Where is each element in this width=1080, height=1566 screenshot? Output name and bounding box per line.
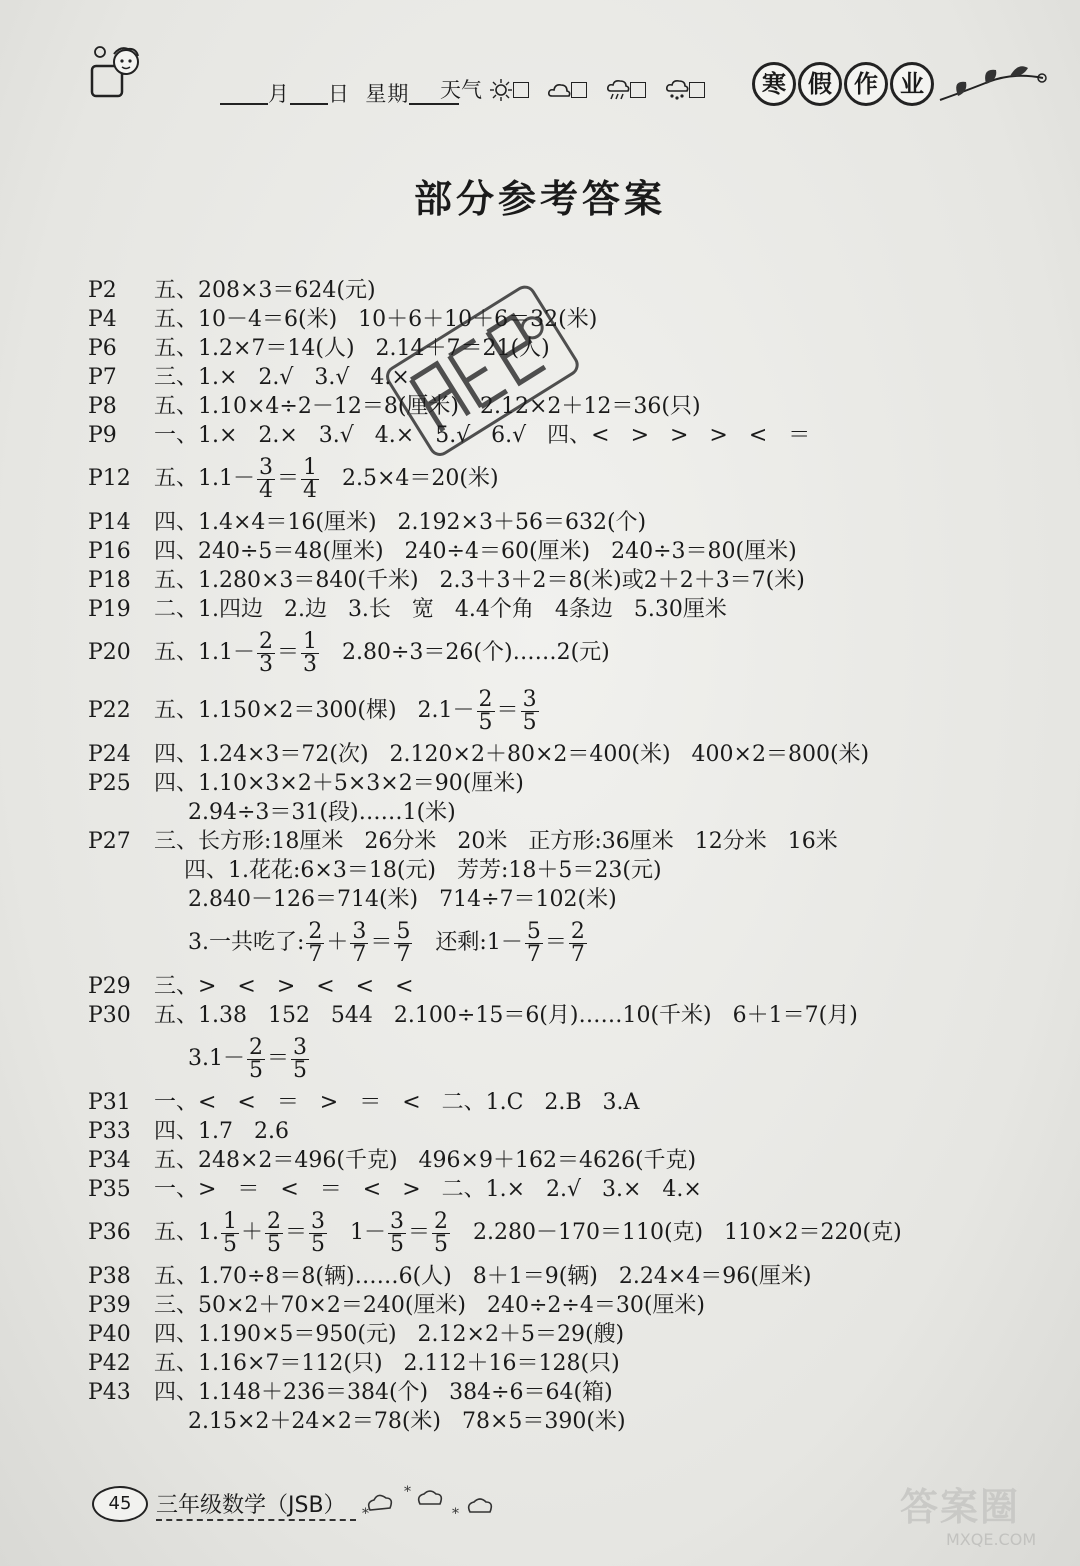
badge-char: 业 [890, 62, 934, 106]
page-footer [92, 1484, 692, 1524]
answer-row [88, 363, 1048, 392]
page-ref: P19 [88, 597, 131, 622]
answer-list [88, 276, 1048, 1436]
page-ref: P4 [88, 307, 117, 332]
page-ref: P18 [88, 568, 131, 593]
answer-text: 五、1.38 152 544 2.100÷15＝6(月)……10(千米) 6＋1＝7(月) [154, 1003, 858, 1028]
snow-icon [665, 79, 689, 101]
fraction [477, 686, 495, 735]
numerator: 1 [303, 628, 318, 654]
answer-text [154, 682, 541, 740]
answer-text: 一、< < ＝ > ＝ < 二、1.C 2.B 3.A [154, 1090, 640, 1115]
answer-text: 一、1.× 2.× 3.√ 4.× 5.√ 6.√ 四、< > > > < ＝ [154, 423, 811, 448]
answer-row [88, 1030, 1048, 1088]
answer-text: 2.94÷3＝31(段)……1(米) [188, 800, 456, 825]
answer-text-part: ＋ [241, 1220, 264, 1245]
grade-label: 三年级数学（JSB） [156, 1488, 356, 1521]
answer-text: 五、1.10×4÷2－12＝8(厘米) 2.12×2＋12＝36(只) [154, 394, 701, 419]
answer-text: 四、240÷5＝48(厘米) 240÷4＝60(厘米) 240÷3＝80(厘米) [154, 539, 797, 564]
answer-row [88, 798, 1048, 827]
answer-text: 四、1.148＋236＝384(个) 384÷6＝64(箱) [154, 1380, 613, 1405]
page-ref: P6 [88, 336, 117, 361]
page-ref: P25 [88, 771, 131, 796]
answer-text: 三、50×2＋70×2＝240(厘米) 240÷2÷4＝30(厘米) [154, 1293, 705, 1318]
fraction [257, 454, 275, 503]
answer-text: 五、1.280×3＝840(千米) 2.3＋3＋2＝8(米)或2＋2＋3＝7(米) [154, 568, 805, 593]
answer-row [88, 856, 1048, 885]
fraction [309, 1208, 327, 1257]
rain-icon [606, 79, 630, 101]
fraction [569, 918, 587, 967]
holiday-homework-badges [752, 62, 936, 106]
page-ref: P40 [88, 1322, 131, 1347]
numerator: 5 [396, 918, 411, 944]
fraction [432, 1208, 450, 1257]
page-number: 45 [92, 1486, 148, 1522]
page-ref: P33 [88, 1119, 131, 1144]
numerator: 2 [570, 918, 585, 944]
numerator: 3 [522, 686, 537, 712]
page-ref: P38 [88, 1264, 131, 1289]
fraction [301, 628, 319, 677]
answer-text-part: 2.5×4＝20(米) [321, 466, 499, 491]
page-ref: P9 [88, 423, 117, 448]
fraction [221, 1208, 239, 1257]
answer-row [88, 421, 1048, 450]
numerator: 3 [390, 1208, 405, 1234]
denominator: 7 [352, 941, 367, 967]
answer-text-part: 五、1.1－ [154, 640, 255, 665]
numerator: 3 [259, 454, 273, 480]
page-title: 部分参考答案 [413, 177, 666, 221]
numerator: 1 [303, 454, 318, 480]
answer-row [88, 1407, 1048, 1436]
svg-text:*: * [362, 1506, 369, 1520]
answer-text-part: 五、1.150×2＝300(棵) 2.1－ [154, 698, 475, 723]
fraction [394, 918, 412, 967]
badge-char: 作 [844, 62, 888, 106]
answer-row [88, 450, 1048, 508]
answer-text: 二、1.四边 2.边 3.长 宽 4.4个角 4条边 5.30厘米 [154, 597, 727, 622]
answer-text: 五、1.2×7＝14(人) 2.14＋7＝21(人) [154, 336, 550, 361]
answer-row [88, 537, 1048, 566]
numerator: 5 [526, 918, 541, 944]
answer-text: 五、1.70÷8＝8(辆)……6(人) 8＋1＝9(辆) 2.24×4＝96(厘米) [154, 1264, 812, 1289]
badge-char: 寒 [752, 62, 796, 106]
svg-text:*: * [452, 1506, 459, 1520]
mascot-icon [86, 44, 146, 104]
page-ref: P2 [88, 278, 117, 303]
numerator: 3 [352, 918, 367, 944]
denominator: 4 [303, 477, 318, 503]
answer-text-part: ＋ [326, 930, 349, 955]
weather-label: 天气 [440, 78, 482, 102]
svg-text:*: * [404, 1484, 411, 1500]
weather-checkbox[interactable] [689, 82, 705, 98]
date-line: 月 日 星期 [220, 78, 459, 108]
page-ref: P14 [88, 510, 131, 535]
answer-row [88, 1088, 1048, 1117]
denominator: 7 [526, 941, 541, 967]
weather-row [440, 74, 717, 104]
answer-text-part: 2.280－170＝110(克) 110×2＝220(克) [452, 1220, 902, 1245]
page-ref: P16 [88, 539, 131, 564]
fraction [525, 918, 543, 967]
denominator: 5 [249, 1057, 263, 1083]
fraction [306, 918, 324, 967]
page-ref: P43 [88, 1380, 131, 1405]
denominator: 4 [259, 477, 273, 503]
page-ref: P27 [88, 829, 131, 854]
badge-char: 假 [798, 62, 842, 106]
denominator: 5 [293, 1057, 308, 1083]
denominator: 5 [223, 1231, 237, 1257]
page-ref: P30 [88, 1003, 131, 1028]
answer-row [88, 305, 1048, 334]
answer-text [154, 624, 610, 682]
fraction [388, 1208, 406, 1257]
denominator: 7 [570, 941, 585, 967]
page-ref: P8 [88, 394, 117, 419]
page-ref: P7 [88, 365, 117, 390]
answer-text-part: ＝ [277, 640, 300, 665]
denominator: 5 [311, 1231, 326, 1257]
answer-text-part: ＝ [370, 930, 393, 955]
answer-row [88, 392, 1048, 421]
page-ref: P42 [88, 1351, 131, 1376]
page-ref: P24 [88, 742, 131, 767]
answer-text-part: 2.80÷3＝26(个)……2(元) [321, 640, 610, 665]
denominator: 7 [396, 941, 411, 967]
numerator: 2 [249, 1034, 263, 1060]
page-ref: P39 [88, 1293, 131, 1318]
weather-checkbox[interactable] [630, 82, 646, 98]
denominator: 3 [259, 651, 273, 677]
page-ref: P20 [88, 640, 131, 665]
page-ref: P12 [88, 466, 131, 491]
answer-row [88, 682, 1048, 740]
denominator: 7 [308, 941, 323, 967]
page-ref: P36 [88, 1220, 131, 1245]
fraction [257, 628, 275, 677]
answer-row [88, 1378, 1048, 1407]
answer-text-part: ＝ [267, 1046, 290, 1071]
numerator: 2 [308, 918, 323, 944]
answer-text [154, 1204, 902, 1262]
numerator: 2 [434, 1208, 449, 1234]
page-ref: P34 [88, 1148, 131, 1173]
vine-decoration-icon [938, 60, 1048, 110]
answer-text: 五、10－4＝6(米) 10＋6＋10＋6＝32(米) [154, 307, 598, 332]
answer-row [88, 1204, 1048, 1262]
answer-row [88, 1146, 1048, 1175]
answer-text: 五、208×3＝624(元) [154, 278, 376, 303]
denominator: 5 [434, 1231, 449, 1257]
answer-text: 三、1.× 2.√ 3.√ 4.× [154, 365, 410, 390]
weather-checkbox[interactable] [571, 82, 587, 98]
page-ref: P22 [88, 698, 131, 723]
cloud-icon [547, 79, 571, 101]
answer-text: 2.15×2＋24×2＝78(米) 78×5＝390(米) [188, 1409, 626, 1434]
answer-row [88, 769, 1048, 798]
answer-text-part: ＝ [408, 1220, 431, 1245]
answer-text: 五、1.16×7＝112(只) 2.112＋16＝128(只) [154, 1351, 620, 1376]
numerator: 3 [293, 1034, 308, 1060]
answer-text-part: ＝ [496, 698, 519, 723]
site-watermark: 答案圈 [900, 1485, 1021, 1529]
denominator: 5 [390, 1231, 405, 1257]
answer-row [88, 276, 1048, 305]
answer-text: 四、1.10×3×2＋5×3×2＝90(厘米) [154, 771, 524, 796]
answer-text-part: 3.1－ [188, 1046, 245, 1071]
answer-text: 四、1.7 2.6 [154, 1119, 289, 1144]
fraction [301, 454, 319, 503]
site-watermark-url: MXQE.COM [946, 1530, 1037, 1549]
answer-row [88, 827, 1048, 856]
answer-text: 四、1.花花:6×3＝18(元) 芳芳:18＋5＝23(元) [184, 858, 662, 883]
answer-text [188, 1030, 311, 1088]
answer-row [88, 885, 1048, 914]
answer-text-part: 3.一共吃了: [188, 930, 305, 955]
answer-text: 四、1.24×3＝72(次) 2.120×2＋80×2＝400(米) 400×2＝800(米) [154, 742, 870, 767]
answer-row [88, 740, 1048, 769]
answer-text: 三、长方形:18厘米 26分米 20米 正方形:36厘米 12分米 16米 [154, 829, 838, 854]
answer-row [88, 1320, 1048, 1349]
answer-text: 四、1.190×5＝950(元) 2.12×2＋5＝29(艘) [154, 1322, 625, 1347]
answer-text: 2.840－126＝714(米) 714÷7＝102(米) [188, 887, 617, 912]
answer-row [88, 595, 1048, 624]
answer-text-part: ＝ [285, 1220, 308, 1245]
fraction [521, 686, 539, 735]
numerator: 1 [223, 1208, 237, 1234]
answer-row [88, 334, 1048, 363]
answer-row [88, 508, 1048, 537]
answer-row [88, 1262, 1048, 1291]
answer-text [188, 914, 589, 972]
answer-text: 一、> ＝ < ＝ < > 二、1.× 2.√ 3.× 4.× [154, 1177, 702, 1202]
answer-text: 四、1.4×4＝16(厘米) 2.192×3＋56＝632(个) [154, 510, 647, 535]
answer-text-part: ＝ [544, 930, 567, 955]
page-ref: P31 [88, 1090, 131, 1115]
page-header [80, 40, 1040, 110]
answer-row [88, 624, 1048, 682]
weather-checkbox[interactable] [513, 82, 529, 98]
answer-text-part: 五、1. [154, 1220, 219, 1245]
fraction [291, 1034, 309, 1083]
page-ref: P29 [88, 974, 131, 999]
answer-row [88, 566, 1048, 595]
answer-text-part: 五、1.1－ [154, 466, 255, 491]
denominator: 5 [478, 709, 493, 735]
denominator: 5 [522, 709, 537, 735]
answer-text-part: ＝ [277, 466, 300, 491]
answer-text: 五、248×2＝496(千克) 496×9＋162＝4626(千克) [154, 1148, 697, 1173]
denominator: 3 [303, 651, 318, 677]
answer-row [88, 914, 1048, 972]
fraction [247, 1034, 265, 1083]
answer-row [88, 1175, 1048, 1204]
fraction [265, 1208, 283, 1257]
denominator: 5 [267, 1231, 282, 1257]
answer-text [154, 450, 499, 508]
answer-text: 三、> < > < < < [154, 974, 414, 999]
numerator: 2 [478, 686, 493, 712]
answer-text-part: 还剩:1－ [414, 930, 523, 955]
fraction [350, 918, 368, 967]
answer-row [88, 1117, 1048, 1146]
answer-row [88, 972, 1048, 1001]
cloud-decoration-icon [360, 1484, 510, 1520]
numerator: 2 [259, 628, 273, 654]
answer-text-part: 1－ [329, 1220, 387, 1245]
answer-row [88, 1349, 1048, 1378]
answer-row [88, 1291, 1048, 1320]
page-ref: P35 [88, 1177, 131, 1202]
numerator: 2 [267, 1208, 282, 1234]
sun-icon [489, 79, 513, 101]
answer-row [88, 1001, 1048, 1030]
numerator: 3 [311, 1208, 326, 1234]
